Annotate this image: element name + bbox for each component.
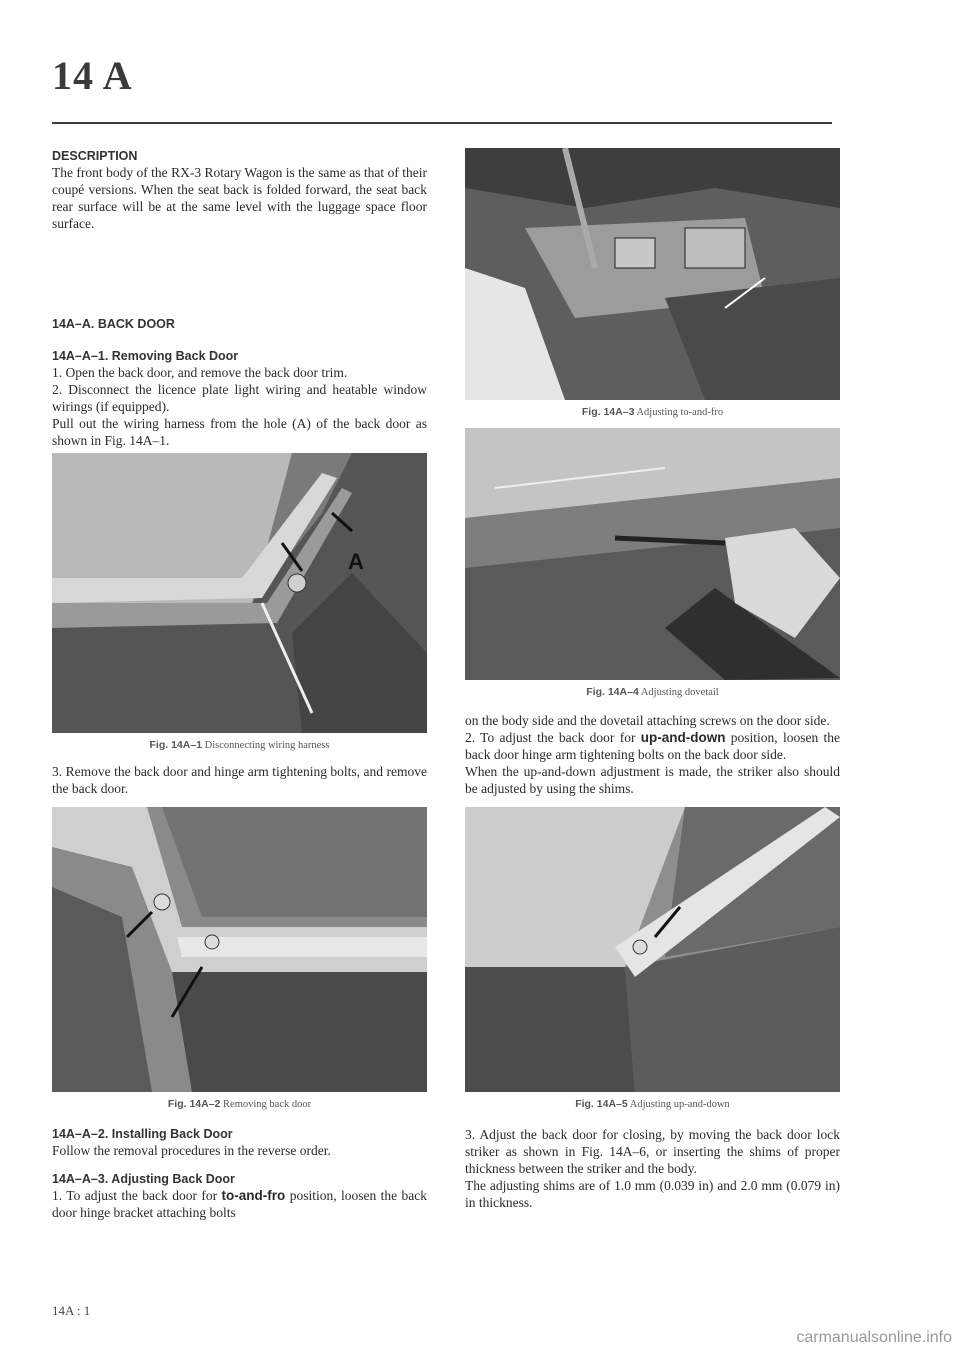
figure-14a-4 [465,428,840,680]
installing-text: Follow the removal procedures in the reverse order. [52,1143,331,1158]
right-column [465,148,840,1211]
adjusting-step1: 1. To adjust the back door for to-and-fro position, loosen the back door hinge bracket attaching bolts [52,1188,428,1220]
marker-a: A [348,549,364,574]
step2: 2. To adjust the back door for up-and-down position, loosen the back door hinge arm tightening bolts on the back door side. [465,730,841,762]
photo-adjusting-to-and-fro [465,148,840,400]
step2b: When the up-and-down adjustment is made, the striker also should be adjusted by using the shims. [465,764,840,796]
section-header: 14 A [52,53,133,98]
removing-step3: 3. Remove the back door and hinge arm tightening bolts, and remove the back door. [52,764,427,796]
removing-step2b: Pull out the wiring harness from the hole (A) of the back door as shown in Fig. 14A–1. [52,416,427,448]
step3: 3. Adjust the back door for closing, by moving the back door lock striker as shown in Fig. 14A–6, or inserting the shims of proper thickness between the striker and the body. [465,1127,840,1176]
figure-14a-2-caption: Fig. 14A–2 Removing back door [167,1098,312,1110]
figure-14a-1 [52,453,427,733]
adjusting-heading: 14A–A–3. Adjusting Back Door [52,1172,235,1186]
figure-14a-3 [465,148,840,400]
photo-removing-back-door [52,807,427,1092]
figure-14a-1-caption: Fig. 14A–1 Disconnecting wiring harness [149,739,330,751]
left-column [52,148,427,1221]
description-text: The front body of the RX-3 Rotary Wagon is the same as that of their coupé versions. When the seat back is folded forward, the seat back rear surface will be at the same level with the luggage space floor surface. [52,165,427,231]
description-heading: DESCRIPTION [52,149,138,163]
figure-14a-5-caption: Fig. 14A–5 Adjusting up-and-down [575,1098,730,1110]
continued-text: on the body side and the dovetail attaching screws on the door side. [465,713,830,728]
removing-step1: 1. Open the back door, and remove the back door trim. [52,365,348,380]
step3b: The adjusting shims are of 1.0 mm (0.039 in) and 2.0 mm (0.079 in) in thickness. [465,1178,840,1210]
figure-14a-2 [52,807,427,1092]
photo-disconnecting-wiring [52,453,427,733]
figure-14a-4-caption: Fig. 14A–4 Adjusting dovetail [586,686,719,698]
watermark: carmanualsonline.info [796,1329,952,1346]
page-number: 14A : 1 [52,1303,91,1318]
removing-step2: 2. Disconnect the licence plate light wiring and heatable window wirings (if equipped). [52,382,427,414]
photo-adjusting-dovetail [465,428,840,680]
header-rule [52,122,832,124]
back-door-heading: 14A–A. BACK DOOR [52,317,175,331]
installing-heading: 14A–A–2. Installing Back Door [52,1127,233,1141]
removing-heading: 14A–A–1. Removing Back Door [52,349,239,363]
figure-14a-5 [465,807,840,1092]
photo-adjusting-up-and-down [465,807,840,1092]
figure-14a-3-caption: Fig. 14A–3 Adjusting to-and-fro [581,406,724,418]
